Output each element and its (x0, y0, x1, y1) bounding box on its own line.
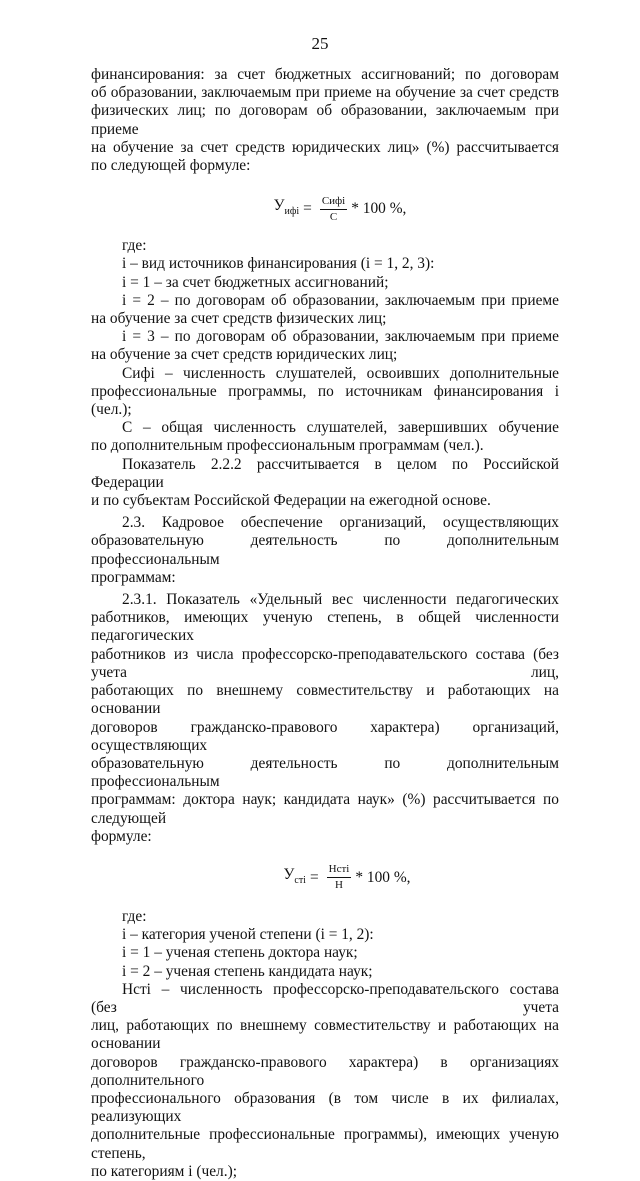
definition-line: i = 2 – ученая степень кандидата наук; (122, 962, 373, 980)
formula-fraction (320, 195, 347, 224)
definition-line: на обучение за счет средств юридических лиц; (91, 346, 398, 364)
text-line: Показатель 2.2.2 рассчитывается в целом по Российской Федерации (91, 455, 559, 491)
definition-line: на обучение за счет средств физических лиц; (91, 310, 387, 328)
formula-degree-share: $У_{стi}$ = $\frac{\text{Нстi}}{Н}$ * 100 %, (283, 863, 411, 892)
definition-line: профессиональные программы, по источникам финансирования i (чел.); (91, 382, 559, 419)
where-label: где: (122, 907, 147, 925)
formula-numerator: Cифi (320, 195, 347, 210)
formula-rhs: * 100 %, (351, 200, 407, 218)
definition-line: по категориям i (чел.); (91, 1162, 237, 1180)
definition-line: i = 1 – за счет бюджетных ассигнований; (122, 273, 389, 291)
definition-line: i = 2 – по договорам об образовании, заключаемым при приеме (122, 291, 559, 309)
text-line: работников из числа профессорско-преподавательского состава (без учета лиц, (91, 645, 559, 681)
text-line: и по субъектам Российской Федерации на ежегодной основе. (91, 492, 491, 510)
formula-financing-share: $У_{ифi}$ = $\frac{\text{Cифi}}{C}$ * 100 %, (273, 194, 407, 223)
definition-line: договоров гражданско-правового характера) в организациях дополнительного (91, 1053, 559, 1089)
formula-lhs: $У_{стi}$ (283, 865, 306, 886)
definition-line: i = 3 – по договорам об образовании, заключаемым при приеме (122, 328, 559, 346)
formula-numerator: Нстi (327, 863, 352, 878)
definition-line: i = 1 – ученая степень доктора наук; (122, 944, 358, 962)
text-line: образовательную деятельность по дополнительным профессиональным (91, 754, 559, 791)
page-number: 25 (311, 34, 329, 53)
text-line: работников, имеющих ученую степень, в общей численности педагогических (91, 609, 559, 645)
definition-line: i – вид источников финансирования (i = 1, 2, 3): (122, 255, 435, 273)
text-line: работающих по внешнему совместительству и работающих на основании (91, 682, 559, 718)
text-line: физических лиц; по договорам об образовании, заключаемым при приеме (91, 102, 559, 138)
definition-line: Cифi – численность слушателей, освоивших дополнительные (122, 364, 559, 382)
formula-rhs: * 100 %, (355, 868, 411, 886)
text-line: договоров гражданско-правового характера) организаций, осуществляющих (91, 718, 559, 754)
text-line: по следующей формуле: (91, 157, 251, 175)
definition-line: лиц, работающих по внешнему совместительству и работающих на основании (91, 1017, 559, 1053)
section-heading: 2.3. Кадровое обеспечение организаций, осуществляющих (122, 514, 559, 532)
page-body (91, 66, 559, 1181)
text-line: программам: доктора наук; кандидата наук» (%) рассчитывается по следующей (91, 791, 559, 827)
definition-line: Нстi – численность профессорско-преподавательского состава (без учета (91, 980, 559, 1016)
definition-line: по дополнительным профессиональным программам (чел.). (91, 437, 484, 455)
text-line: на обучение за счет средств юридических лиц» (%) рассчитывается (91, 138, 559, 156)
formula-lhs: $У_{ифi}$ (273, 197, 300, 218)
definition-line: С – общая численность слушателей, завершивших обучение (122, 419, 559, 437)
text-line: финансирования: за счет бюджетных ассигнований; по договорам (91, 66, 559, 83)
text-line: об образовании, заключаемым при приеме на обучение за счет средств (91, 84, 559, 102)
where-label: где: (122, 237, 147, 255)
section-heading: 2.3.1. Показатель «Удельный вес численности педагогических (122, 591, 559, 609)
definition-line: i – категория ученой степени (i = 1, 2): (122, 926, 374, 944)
definition-line: профессионального образования (в том числе в их филиалах, реализующих (91, 1089, 559, 1126)
text-line: образовательную деятельность по дополнительным профессиональным (91, 532, 559, 568)
formula-fraction (327, 863, 352, 892)
text-line: программам: (91, 568, 176, 586)
formula-denominator: C (329, 210, 338, 223)
definition-line: дополнительные профессиональные программы), имеющих ученую степень, (91, 1126, 559, 1162)
text-line: формуле: (91, 827, 152, 845)
formula-denominator: Н (335, 879, 343, 892)
